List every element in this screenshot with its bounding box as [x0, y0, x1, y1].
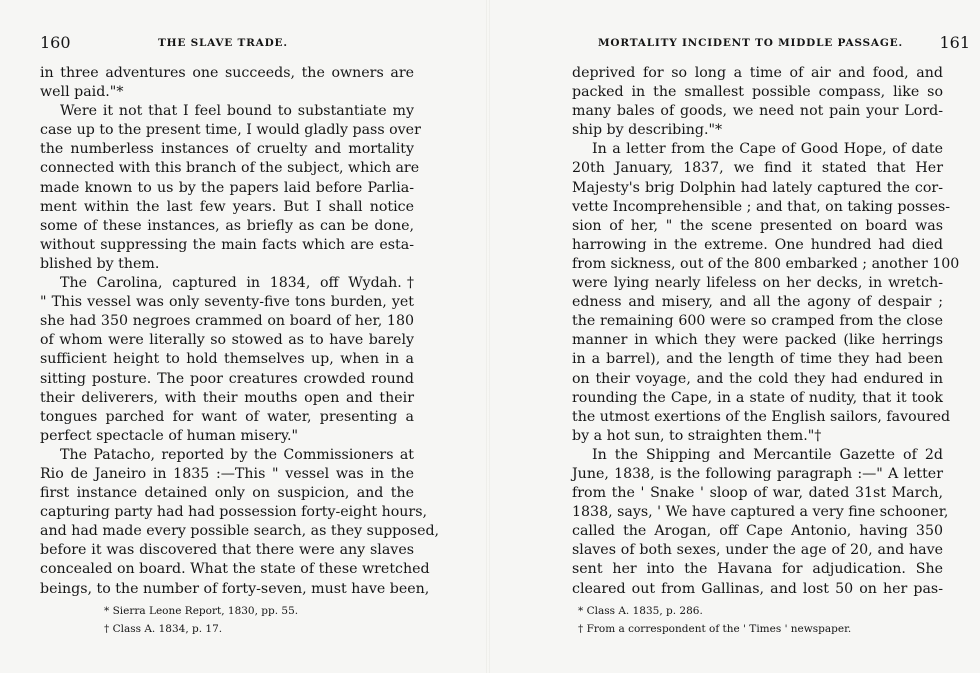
text-line: 1838, says, ' We have captured a very fine schooner,: [572, 504, 949, 521]
text-line: on their voyage, and the cold they had endured in: [572, 370, 943, 387]
text-line: from sickness, out of the 800 embarked ; another 100: [572, 255, 960, 272]
text-line: sion of her, " the scene presented on board was: [572, 217, 943, 234]
text-line: cleared out from Gallinas, and lost 50 on her pas-: [572, 580, 943, 597]
text-line: deprived for so long a time of air and food, and: [572, 65, 943, 81]
text-line: slaves of both sexes, under the age of 20, and have: [572, 542, 943, 559]
text-line: their deliverers, with their mouths open and their: [40, 389, 414, 406]
text-line: edness and misery, and all the agony of despair ;: [572, 294, 943, 311]
right-footnotes: [578, 602, 958, 638]
footnote: * Class A. 1835, p. 286.: [578, 605, 703, 617]
text-line: Majesty's brig Dolphin had lately captured the cor-: [572, 179, 943, 196]
text-line: sent her into the Havana for adjudication. She: [572, 561, 943, 578]
footnote: † From a correspondent of the ' Times ' newspaper.: [578, 623, 852, 635]
text-line: " This vessel was only seventy-five tons burden, yet: [40, 294, 414, 311]
text-line: case up to the present time, I would gladly pass over: [40, 122, 421, 139]
text-line: beings, to the number of forty-seven, must have been,: [40, 580, 430, 597]
right-page-number: 161: [939, 33, 970, 52]
text-line: first instance detained only on suspicion, and the: [40, 485, 414, 502]
text-line: the utmost exertions of the English sailors, favoured: [572, 408, 951, 425]
text-line: In the Shipping and Mercantile Gazette of 2d: [592, 446, 943, 463]
text-line: concealed on board. What the state of these wretched: [40, 561, 430, 578]
left-running-title: THE SLAVE TRADE.: [158, 37, 288, 49]
text-line: called the Arogan, off Cape Antonio, having 350: [572, 523, 943, 540]
text-line: were lying nearly lifeless on her decks, in wretch-: [572, 275, 943, 292]
text-line: 20th January, 1837, we find it stated that Her: [572, 160, 943, 177]
right-running-head: [598, 33, 970, 53]
text-line: in a barrel), and the length of time they had been: [572, 351, 943, 368]
text-line: she had 350 negroes crammed on board of her, 180: [40, 313, 414, 330]
left-page-number: 160: [40, 33, 71, 52]
text-line: from the ' Snake ' sloop of war, dated 31st March,: [572, 485, 943, 502]
text-line: In a letter from the Cape of Good Hope, of date: [592, 141, 943, 158]
right-running-title: MORTALITY INCIDENT TO MIDDLE PASSAGE.: [598, 37, 903, 49]
text-line: the remaining 600 were so cramped from the close: [572, 313, 943, 330]
text-line: rounding the Cape, in a state of nudity, that it took: [572, 389, 943, 406]
footnote: * Sierra Leone Report, 1830, pp. 55.: [104, 605, 299, 617]
text-line: capturing party had had possession forty-eight hours,: [40, 504, 428, 521]
text-line: before it was discovered that there were any slaves: [40, 542, 414, 559]
footnote: † Class A. 1834, p. 17.: [104, 623, 223, 635]
left-page: [0, 0, 488, 673]
text-line: sufficient height to hold themselves up, when in a: [40, 351, 414, 368]
text-line: manner in which they were packed (like herrings: [572, 332, 943, 349]
text-line: the numberless instances of cruelty and mortality: [40, 141, 414, 158]
text-line: harrowing in the extreme. One hundred had died: [572, 236, 943, 253]
text-line: by a hot sun, to straighten them."†: [572, 427, 822, 444]
text-line: sitting posture. The poor creatures crowded round: [40, 370, 414, 387]
text-line: made known to us by the papers laid before Parlia-: [40, 179, 414, 196]
right-body-text: [572, 64, 960, 599]
text-line: without suppressing the main facts which are esta-: [40, 236, 414, 253]
left-footnotes: [104, 602, 404, 638]
text-line: The Patacho, reported by the Commissioners at: [60, 446, 414, 463]
text-line: ship by describing."*: [572, 122, 723, 139]
text-line: vette Incomprehensible ; and that, on taking posses-: [572, 198, 951, 215]
text-line: blished by them.: [40, 255, 160, 272]
text-line: in three adventures one succeeds, the owners are: [40, 65, 414, 81]
text-line: June, 1838, is the following paragraph :—" A letter: [572, 465, 943, 482]
text-line: Were it not that I feel bound to substantiate my: [60, 103, 414, 120]
text-line: ment within the last few years. But I shall notice: [40, 198, 414, 215]
right-page: [490, 0, 980, 673]
text-line: connected with this branch of the subject, which are: [40, 160, 420, 177]
text-line: perfect spectacle of human misery.": [40, 427, 299, 444]
text-line: The Carolina, captured in 1834, off Wydah.†: [60, 275, 414, 292]
text-line: packed in the smallest possible compass, like so: [572, 84, 943, 101]
text-line: of whom were literally so stowed as to have barely: [40, 332, 414, 349]
text-line: Rio de Janeiro in 1835 :—This " vessel was in the: [40, 465, 414, 482]
text-line: some of these instances, as briefly as can be done,: [40, 217, 414, 234]
text-line: many bales of goods, we need not pain your Lord-: [572, 103, 943, 120]
left-body-text: [40, 64, 440, 599]
text-line: well paid."*: [40, 84, 124, 101]
text-line: and had made every possible search, as they supposed,: [40, 523, 440, 540]
left-running-head: [40, 33, 420, 53]
text-line: tongues parched for want of water, presenting a: [40, 408, 414, 425]
